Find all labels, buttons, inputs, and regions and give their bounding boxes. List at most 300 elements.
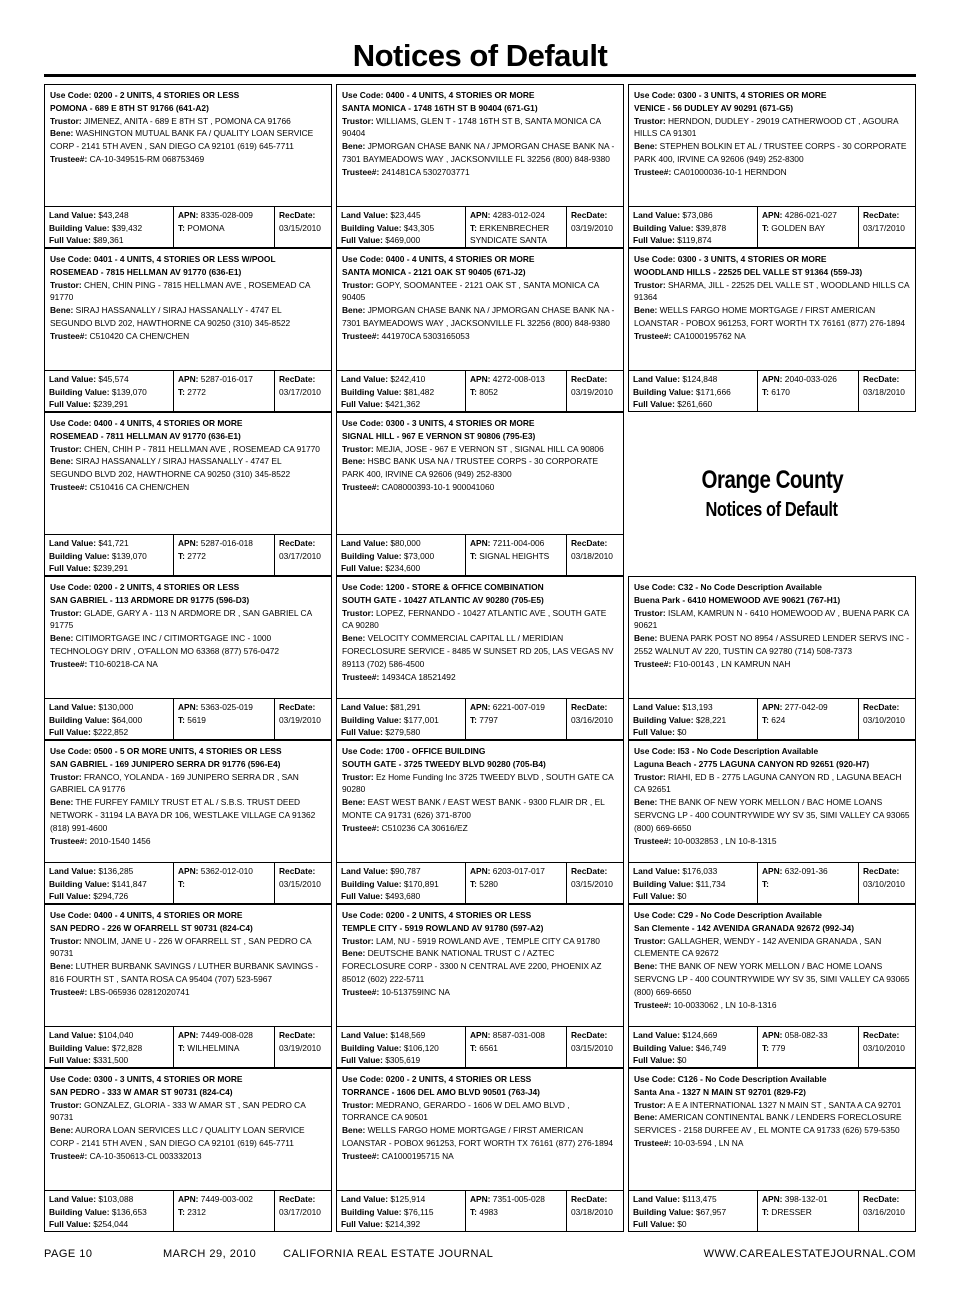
tract	[178, 714, 270, 727]
trustee-number-value: CA1000195715 NA	[379, 1150, 454, 1161]
notice-body	[45, 741, 331, 862]
trustee-number-value: 10-513759INC NA	[379, 986, 451, 997]
trustor-label: Trustor:	[50, 607, 82, 618]
apn-value: 7351-005-028	[490, 1194, 545, 1204]
building-value-value: $46,749	[693, 1042, 727, 1053]
recdate-label: RecDate:	[279, 866, 316, 876]
trustee-number-value: CA-10-349515-RM 068753469	[87, 153, 205, 164]
trustor-label: Trustor:	[342, 607, 374, 618]
tract-value: 779	[768, 1042, 786, 1053]
trustee-number-label: Trustee#:	[50, 658, 88, 669]
recdate-value: 03/16/2010	[863, 1206, 905, 1217]
notice-values	[45, 1026, 331, 1067]
building-value-value: $141,847	[109, 878, 147, 889]
values-col	[45, 1027, 173, 1067]
notice-card	[336, 1068, 624, 1232]
notice-body	[629, 905, 915, 1026]
tract-label: T:	[178, 1042, 185, 1053]
recdate-value: 03/17/2010	[279, 386, 321, 397]
recdate-value: 03/19/2010	[279, 714, 321, 725]
land-value-value: $23,445	[388, 210, 421, 220]
recdate-label: RecDate:	[279, 702, 316, 712]
land-value-value: $176,033	[680, 866, 718, 876]
building-value-label: Building Value:	[49, 222, 110, 233]
recdate-value: 03/16/2010	[571, 714, 613, 725]
land-value-label: Land Value:	[49, 210, 97, 220]
building-value-value: $39,432	[109, 222, 143, 233]
full-value-value: $254,044	[90, 1219, 129, 1230]
tract-value: GOLDEN BAY	[768, 222, 826, 233]
notice-values	[337, 206, 623, 247]
recdate-label: RecDate:	[571, 1030, 608, 1040]
use-code: Use Code: 0400 - 4 UNITS, 4 STORIES OR MORE	[50, 910, 243, 920]
apn-col	[465, 1191, 566, 1231]
building-value	[49, 550, 169, 563]
tract	[762, 222, 854, 235]
trustee-number-value: 10-0032853 , LN 10-8-1315	[671, 835, 777, 846]
notice-card	[44, 904, 332, 1068]
building-value-value: $73,000	[401, 550, 435, 561]
notice-body	[629, 249, 915, 370]
values-col	[337, 371, 465, 411]
trustee-number	[634, 835, 910, 848]
building-value-value: $28,221	[693, 714, 727, 725]
building-value-value: $81,482	[401, 386, 435, 397]
apn-col	[173, 1027, 274, 1067]
beneficiary-value: SIRAJ HASSANALLY / SIRAJ HASSANALLY - 4747 EL SEGUNDO BLVD 202, HAWTHORNE CA 90250 (310) 345-8522	[50, 305, 291, 328]
trustor-value: RIAHI, ED B - 2775 LAGUNA CANYON RD , LAGUNA BEACH CA 92651	[634, 771, 902, 795]
land-value-label: Land Value:	[49, 374, 97, 384]
trustee-number	[342, 481, 618, 494]
full-value-label: Full Value:	[49, 235, 91, 246]
notice-values	[45, 370, 331, 411]
use-code: Use Code: C32 - No Code Description Available	[634, 582, 822, 592]
land-value	[633, 1029, 753, 1042]
building-value-label: Building Value:	[341, 222, 402, 233]
property-address: SAN PEDRO - 226 W OFARRELL ST 90731 (824-C4)	[50, 922, 253, 933]
apn-label: APN:	[470, 538, 491, 548]
notice-body	[337, 577, 623, 698]
apn-value: 4272-008-013	[490, 374, 545, 384]
recdate-label: RecDate:	[571, 374, 608, 384]
trustor	[50, 443, 326, 456]
tract-label: T:	[470, 1042, 477, 1053]
values-col	[337, 535, 465, 575]
recdate-value: 03/10/2010	[863, 714, 905, 725]
trustor-value: LAM, NU - 5919 ROWLAND AVE , TEMPLE CITY CA 91780	[373, 935, 600, 946]
tract-label: T:	[470, 878, 477, 889]
trustor	[634, 1099, 910, 1112]
beneficiary-label: Bene:	[342, 141, 366, 152]
notice-body	[45, 577, 331, 698]
apn	[178, 701, 270, 714]
land-value-value: $124,669	[680, 1030, 718, 1040]
building-value-label: Building Value:	[341, 1206, 402, 1217]
beneficiary-value: DEUTSCHE BANK NATIONAL TRUST C / AZTEC FORECLOSURE CORP - 3300 N CENTRAL AVE 2200, PHOENIX AZ 85012 (602) 222-5711	[342, 948, 602, 984]
recdate-value: 03/10/2010	[863, 1042, 905, 1053]
land-value-value: $242,410	[388, 374, 426, 384]
trustee-number-value: 241481CA 5302703771	[379, 166, 470, 177]
tract	[178, 1042, 270, 1055]
trustee-number-value: T10-60218-CA NA	[87, 658, 158, 669]
property-address: San Clemente - 142 AVENIDA GRANADA 92672 (992-J4)	[634, 922, 854, 933]
recdate-value: 03/19/2010	[571, 222, 613, 233]
land-value-value: $113,475	[680, 1194, 717, 1204]
orange-county-title: Orange County	[701, 466, 843, 494]
beneficiary-value: THE BANK OF NEW YORK MELLON / BAC HOME LOANS SERVCNG LP - 400 COUNTRYWIDE WY SV 35, SIMI VALLEY CA 93065 (800) 669-6650	[634, 797, 910, 833]
apn	[470, 1029, 562, 1042]
land-value-label: Land Value:	[49, 702, 97, 712]
trustee-number-value: 10-0033062 , LN 10-8-1316	[671, 999, 777, 1010]
notice-card	[44, 740, 332, 904]
trustor-label: Trustor:	[342, 443, 374, 454]
apn-value: 5287-016-018	[198, 538, 253, 548]
beneficiary-label: Bene:	[342, 1125, 366, 1136]
notice-body	[629, 577, 915, 698]
apn-col	[757, 699, 858, 739]
notice-card	[628, 576, 916, 740]
full-value	[633, 398, 753, 411]
trustee-number-value: 441970CA 5303165053	[379, 330, 470, 341]
recdate-value: 03/17/2010	[863, 222, 905, 233]
trustor-value: CHEN, CHIH P - 7811 HELLMAN AVE , ROSEMEAD CA 91770	[81, 443, 320, 454]
apn-label: APN:	[178, 866, 199, 876]
building-value-label: Building Value:	[633, 878, 694, 889]
apn-col	[173, 371, 274, 411]
notice-card	[628, 84, 916, 248]
land-value-value: $136,285	[96, 866, 134, 876]
trustee-number-label: Trustee#:	[342, 822, 380, 833]
trustor-label: Trustor:	[634, 115, 666, 126]
apn-value: 058-082-33	[782, 1030, 828, 1040]
recdate-value: 03/15/2010	[571, 1042, 613, 1053]
notice-body	[337, 413, 623, 534]
recdate-col	[566, 1191, 623, 1231]
full-value-value: $305,619	[382, 1055, 421, 1066]
apn-value: 8335-028-009	[198, 210, 253, 220]
beneficiary	[342, 947, 618, 985]
trustee-number	[342, 822, 618, 835]
beneficiary-value: WASHINGTON MUTUAL BANK FA / QUALITY LOAN SERVICE CORP - 2141 5TH AVEN , SAN DIEGO CA 92101 (619) 645-7711	[50, 128, 314, 152]
trustee-number	[634, 330, 910, 343]
property-address: VENICE - 56 DUDLEY AV 90291 (671-G5)	[634, 102, 794, 113]
trustee-number-label: Trustee#:	[342, 481, 380, 492]
recdate-label: RecDate:	[863, 1030, 900, 1040]
trustee-number-value: CA01000036-10-1 HERNDON	[671, 166, 787, 177]
tract-label: T:	[470, 714, 477, 725]
full-value-value: $214,392	[382, 1219, 421, 1230]
trustor-label: Trustor:	[50, 1099, 82, 1110]
apn-label: APN:	[470, 210, 491, 220]
beneficiary	[342, 796, 618, 822]
building-value	[49, 878, 169, 891]
land-value	[633, 865, 753, 878]
full-value-label: Full Value:	[341, 727, 383, 738]
trustor	[634, 607, 910, 633]
recdate-value: 03/10/2010	[863, 878, 905, 889]
land-value	[49, 1193, 169, 1206]
full-value	[341, 562, 461, 575]
recdate-col	[274, 1027, 331, 1067]
recdate-col	[566, 699, 623, 739]
apn-value: 6203-017-017	[490, 866, 545, 876]
notice-card	[336, 84, 624, 248]
tract-label: T:	[178, 550, 185, 561]
beneficiary	[634, 304, 910, 330]
beneficiary-value: JPMORGAN CHASE BANK NA / JPMORGAN CHASE BANK NA - 7301 BAYMEADOWS WAY , JACKSONVILLE FL 32256 (800) 848-9380	[342, 141, 615, 164]
notice-card	[628, 740, 916, 904]
full-value	[49, 1054, 169, 1067]
apn-label: APN:	[470, 1030, 491, 1040]
land-value-label: Land Value:	[633, 210, 681, 220]
beneficiary	[634, 1111, 910, 1137]
full-value-label: Full Value:	[341, 1219, 383, 1230]
land-value-label: Land Value:	[633, 866, 681, 876]
recdate-col	[858, 863, 915, 903]
trustee-number-label: Trustee#:	[342, 986, 380, 997]
apn-value: 5287-016-017	[198, 374, 253, 384]
beneficiary-value: EAST WEST BANK / EAST WEST BANK - 9300 FLAIR DR , EL MONTE CA 91731 (626) 371-8700	[342, 797, 605, 820]
land-value	[633, 701, 753, 714]
apn-label: APN:	[470, 702, 491, 712]
recdate-value: 03/18/2010	[571, 1206, 613, 1217]
recdate-label: RecDate:	[863, 866, 900, 876]
land-value	[49, 701, 169, 714]
beneficiary-label: Bene:	[342, 456, 366, 467]
land-value	[341, 373, 461, 386]
notice-values	[45, 206, 331, 247]
recdate-col	[858, 207, 915, 247]
building-value-value: $177,001	[401, 714, 439, 725]
trustor	[342, 1099, 618, 1125]
tract-value: WILHELMINA	[184, 1042, 240, 1053]
beneficiary	[50, 127, 326, 153]
trustee-number-label: Trustee#:	[342, 671, 380, 682]
full-value	[341, 726, 461, 739]
use-code: Use Code: 0400 - 4 UNITS, 4 STORIES OR MORE	[50, 418, 243, 428]
full-value	[49, 1218, 169, 1231]
full-value	[341, 398, 461, 411]
beneficiary-label: Bene:	[342, 305, 366, 316]
trustor-label: Trustor:	[50, 115, 82, 126]
use-code: Use Code: C29 - No Code Description Available	[634, 910, 822, 920]
tract-label: T:	[178, 1206, 185, 1217]
apn-value: 2040-033-026	[782, 374, 837, 384]
trustor-value: LOPEZ, FERNANDO - 10427 ATLANTIC AVE , SOUTH GATE CA 90280	[342, 607, 607, 631]
land-value-value: $13,193	[680, 702, 713, 712]
apn-col	[465, 1027, 566, 1067]
tract-label: T:	[762, 386, 769, 397]
notice-body	[45, 85, 331, 206]
apn-value: 7211-004-006	[490, 538, 545, 548]
tract	[178, 550, 270, 563]
values-col	[45, 1191, 173, 1231]
page-title: Notices of Default	[352, 38, 608, 73]
beneficiary-label: Bene:	[50, 1125, 74, 1136]
beneficiary-value: JPMORGAN CHASE BANK NA / JPMORGAN CHASE BANK NA - 7301 BAYMEADOWS WAY , JACKSONVILLE FL 32256 (800) 848-9380	[342, 305, 615, 328]
trustor-label: Trustor:	[50, 935, 82, 946]
full-value-value: $222,852	[90, 727, 129, 738]
values-col	[45, 699, 173, 739]
beneficiary	[342, 304, 618, 330]
trustee-number	[342, 166, 618, 179]
land-value-value: $124,848	[680, 374, 718, 384]
values-col	[337, 1027, 465, 1067]
full-value	[633, 890, 753, 903]
property-address: SANTA MONICA - 2121 OAK ST 90405 (671-J2)	[342, 266, 526, 277]
tract-label: T:	[762, 878, 769, 889]
beneficiary-value: WELLS FARGO HOME MORTGAGE / FIRST AMERICAN LOANSTAR - POBOX 961253, FORT WORTH TX 76161 (877) 276-1894	[342, 1125, 614, 1148]
notice-body	[45, 249, 331, 370]
property-address: POMONA - 689 E 8TH ST 91766 (641-A2)	[50, 102, 209, 113]
beneficiary-value: THE FURFEY FAMILY TRUST ET AL / S.B.S. TRUST DEED NETWORK - 31194 LA BAYA DR 106, WESTLAKE VILLAGE CA 91362 (818) 991-4600	[50, 797, 316, 833]
title-rule	[44, 74, 916, 77]
use-code: Use Code: 0300 - 3 UNITS, 4 STORIES OR MORE	[342, 418, 535, 428]
notice-values	[629, 370, 915, 411]
trustor-label: Trustor:	[342, 1099, 374, 1110]
trustee-number-label: Trustee#:	[50, 835, 88, 846]
full-value-value: $0	[674, 1219, 687, 1230]
beneficiary-label: Bene:	[50, 633, 74, 644]
values-col	[629, 1027, 757, 1067]
values-col	[45, 863, 173, 903]
apn-col	[465, 863, 566, 903]
apn	[762, 1193, 854, 1206]
building-value	[49, 222, 169, 235]
tract	[470, 1206, 562, 1219]
recdate-col	[858, 371, 915, 411]
property-address: SANTA MONICA - 1748 16TH ST B 90404 (671-G1)	[342, 102, 538, 113]
beneficiary-value: VELOCITY COMMERCIAL CAPITAL LL / MERIDIAN FORECLOSURE SERVICE - 8485 W SUNSET RD 205, LAS VEGAS NV 89113 (702) 586-4500	[342, 633, 614, 669]
building-value-label: Building Value:	[633, 386, 694, 397]
land-value	[341, 1193, 461, 1206]
building-value	[341, 386, 461, 399]
building-value-value: $170,891	[401, 878, 439, 889]
beneficiary-value: HSBC BANK USA NA / TRUSTEE CORPS - 30 CORPORATE PARK 400, IRVINE CA 92606 (949) 252-8300	[342, 456, 599, 480]
tract-value: ERKENBRECHER SYNDICATE SANTA	[470, 222, 550, 246]
trustee-number-label: Trustee#:	[342, 1150, 380, 1161]
notice-card	[336, 740, 624, 904]
tract-value: DRESSER	[768, 1206, 812, 1217]
tract-value: 6561	[476, 1042, 498, 1053]
beneficiary	[50, 455, 326, 481]
notice-body	[45, 413, 331, 534]
recdate-label: RecDate:	[279, 1194, 316, 1204]
beneficiary	[634, 960, 910, 998]
tract-value: 2772	[184, 386, 206, 397]
recdate-value: 03/19/2010	[571, 386, 613, 397]
property-address: Laguna Beach - 2775 LAGUNA CANYON RD 92651 (920-H7)	[634, 758, 870, 769]
full-value-label: Full Value:	[49, 563, 91, 574]
tract-value: 5619	[184, 714, 206, 725]
use-code: Use Code: 0401 - 4 UNITS, 4 STORIES OR LESS W/POOL	[50, 254, 276, 264]
land-value	[341, 1029, 461, 1042]
trustee-number-label: Trustee#:	[50, 986, 88, 997]
land-value-value: $90,787	[388, 866, 421, 876]
tract-label: T:	[762, 714, 769, 725]
building-value-label: Building Value:	[49, 1206, 110, 1217]
full-value-label: Full Value:	[49, 1219, 91, 1230]
beneficiary	[342, 140, 618, 166]
notice-values	[45, 534, 331, 575]
trustee-number	[342, 1150, 618, 1163]
recdate-col	[858, 1191, 915, 1231]
building-value	[341, 714, 461, 727]
trustor	[50, 935, 326, 961]
apn-label: APN:	[178, 1030, 199, 1040]
property-address: ROSEMEAD - 7811 HELLMAN AV 91770 (636-E1)	[50, 430, 241, 441]
trustor	[342, 115, 618, 141]
property-address: Santa Ana - 1327 N MAIN ST 92701 (829-F2)	[634, 1086, 806, 1097]
full-value-label: Full Value:	[633, 1219, 675, 1230]
building-value-label: Building Value:	[49, 1042, 110, 1053]
trustor-label: Trustor:	[50, 279, 82, 290]
beneficiary-label: Bene:	[50, 456, 74, 467]
trustor-label: Trustor:	[634, 279, 666, 290]
trustee-number-label: Trustee#:	[634, 999, 672, 1010]
apn-label: APN:	[470, 866, 491, 876]
trustee-number-label: Trustee#:	[50, 481, 88, 492]
full-value	[49, 234, 169, 247]
trustee-number-label: Trustee#:	[634, 330, 672, 341]
recdate-col	[566, 535, 623, 575]
tract-value: 2772	[184, 550, 206, 561]
tract-value: 4983	[476, 1206, 498, 1217]
trustee-number	[50, 986, 326, 999]
trustee-number-value: C510416 CA CHEN/CHEN	[87, 481, 190, 492]
beneficiary	[50, 304, 326, 330]
notice-body	[337, 1069, 623, 1190]
full-value-value: $234,600	[382, 563, 421, 574]
apn-value: 8587-031-008	[490, 1030, 545, 1040]
use-code: Use Code: 0300 - 3 UNITS, 4 STORIES OR MORE	[50, 1074, 243, 1084]
notice-body	[45, 905, 331, 1026]
apn-label: APN:	[762, 374, 783, 384]
trustee-number-label: Trustee#:	[634, 835, 672, 846]
apn	[470, 209, 562, 222]
full-value	[633, 726, 753, 739]
land-value-label: Land Value:	[341, 210, 389, 220]
orange-county-section	[628, 412, 916, 576]
apn-label: APN:	[762, 1030, 783, 1040]
apn	[470, 865, 562, 878]
beneficiary	[634, 796, 910, 834]
building-value	[341, 878, 461, 891]
trustee-number-value: 10-03-594 , LN NA	[671, 1137, 744, 1148]
land-value-value: $45,574	[96, 374, 129, 384]
trustee-number	[634, 166, 910, 179]
beneficiary-value: CITIMORTGAGE INC / CITIMORTGAGE INC - 1000 TECHNOLOGY DRIV , O'FALLON MO 63368 (877) 576-0472	[50, 633, 280, 656]
full-value-value: $89,361	[90, 235, 124, 246]
orange-county-subtitle: Notices of Default	[705, 499, 839, 521]
full-value-label: Full Value:	[633, 235, 675, 246]
tract-value: SIGNAL HEIGHTS	[476, 550, 550, 561]
tract	[470, 222, 562, 247]
tract-label: T:	[178, 714, 185, 725]
full-value	[341, 1054, 461, 1067]
tract	[178, 386, 270, 399]
building-value-label: Building Value:	[49, 550, 110, 561]
land-value-value: $41,721	[96, 538, 129, 548]
apn-col	[465, 699, 566, 739]
notice-body	[629, 741, 915, 862]
tract-value: 7797	[476, 714, 498, 725]
trustee-number-value: C510236 CA 30616/EZ	[379, 822, 468, 833]
tract-value: POMONA	[184, 222, 225, 233]
trustor	[50, 607, 326, 633]
full-value-value: $119,874	[674, 235, 712, 246]
beneficiary-label: Bene:	[50, 305, 74, 316]
